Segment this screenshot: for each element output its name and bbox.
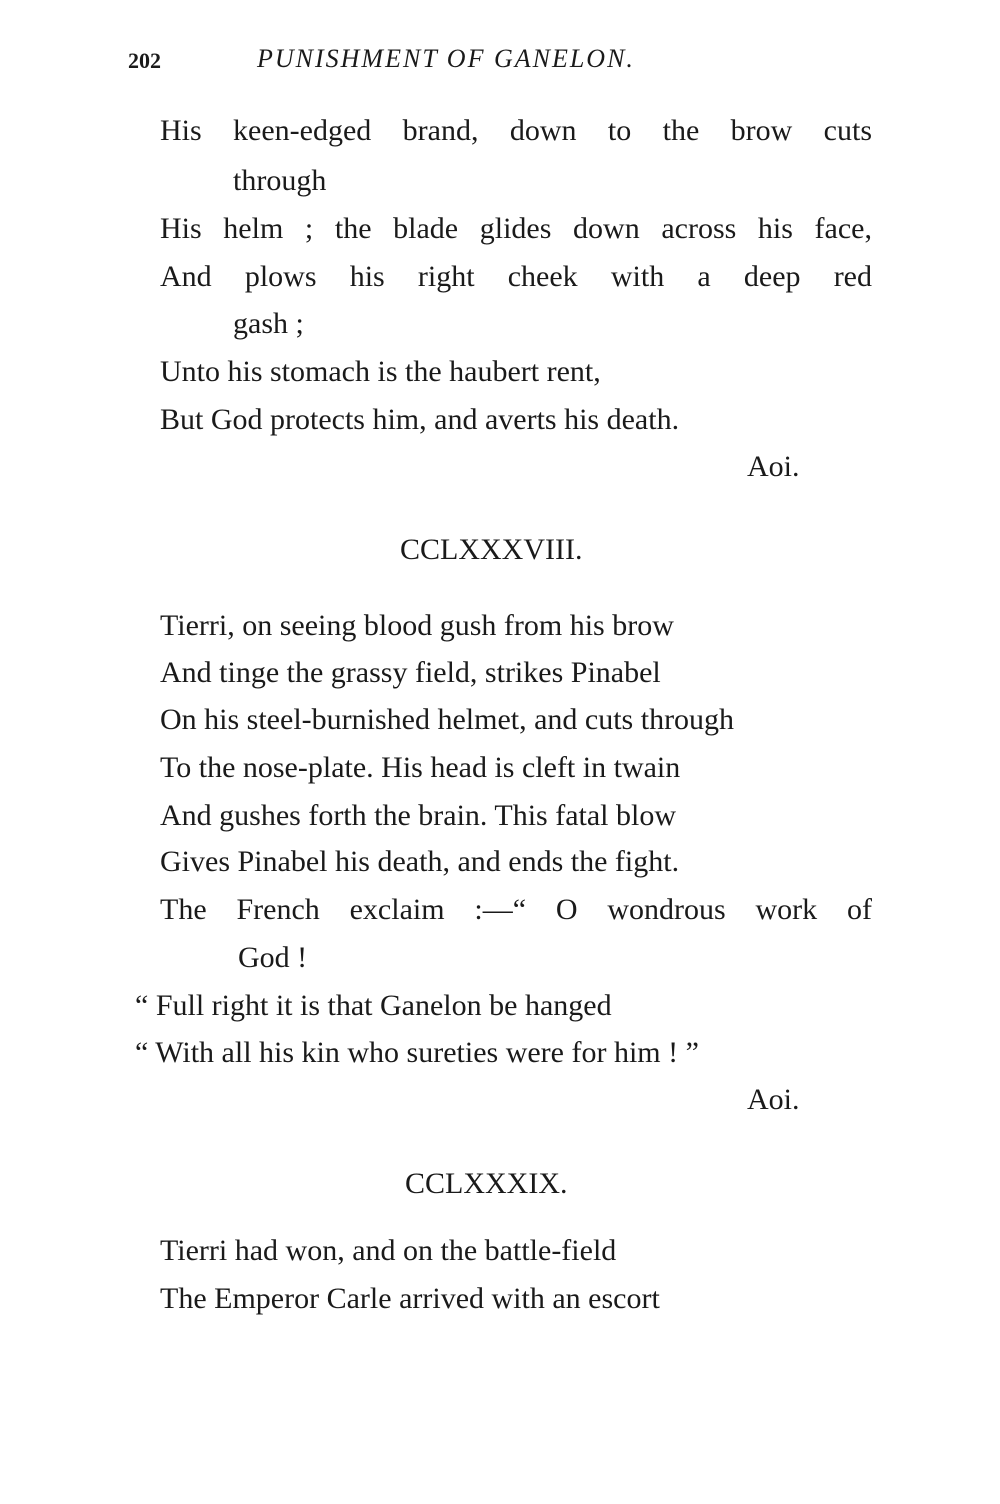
verse-line: And gushes forth the brain. This fatal blow xyxy=(160,799,677,832)
running-title: PUNISHMENT OF GANELON. xyxy=(257,44,635,73)
verse-line: And tinge the grassy field, strikes Pinabel xyxy=(160,656,661,689)
verse-line: His keen-edged brand, down to the brow cuts xyxy=(160,114,872,147)
section-heading: CCLXXXVIII. xyxy=(400,533,583,566)
verse-line: Gives Pinabel his death, and ends the fight. xyxy=(160,845,680,878)
verse-line: Tierri, on seeing blood gush from his brow xyxy=(160,609,674,642)
verse-line: But God protects him, and averts his death. xyxy=(160,403,680,436)
section-heading: CCLXXXIX. xyxy=(405,1167,568,1200)
verse-line: “ With all his kin who sureties were for him ! ” xyxy=(135,1036,699,1069)
verse-line: gash ; xyxy=(233,307,304,340)
verse-line: Tierri had won, and on the battle-field xyxy=(160,1234,617,1267)
refrain-aoi: Aoi. xyxy=(747,450,800,483)
verse-line: The Emperor Carle arrived with an escort xyxy=(160,1282,660,1315)
verse-line: “ Full right it is that Ganelon be hanged xyxy=(135,989,612,1022)
verse-line: And plows his right cheek with a deep red xyxy=(160,260,872,293)
verse-line: God ! xyxy=(238,941,308,974)
verse-line: The French exclaim :—“ O wondrous work of xyxy=(160,893,872,926)
verse-line: His helm ; the blade glides down across his face, xyxy=(160,212,872,245)
verse-line: On his steel-burnished helmet, and cuts through xyxy=(160,703,735,736)
verse-line: To the nose-plate. His head is cleft in twain xyxy=(160,751,681,784)
verse-line: through xyxy=(233,164,327,197)
page-number: 202 xyxy=(128,48,161,73)
refrain-aoi: Aoi. xyxy=(747,1083,800,1116)
verse-line: Unto his stomach is the haubert rent, xyxy=(160,355,601,388)
